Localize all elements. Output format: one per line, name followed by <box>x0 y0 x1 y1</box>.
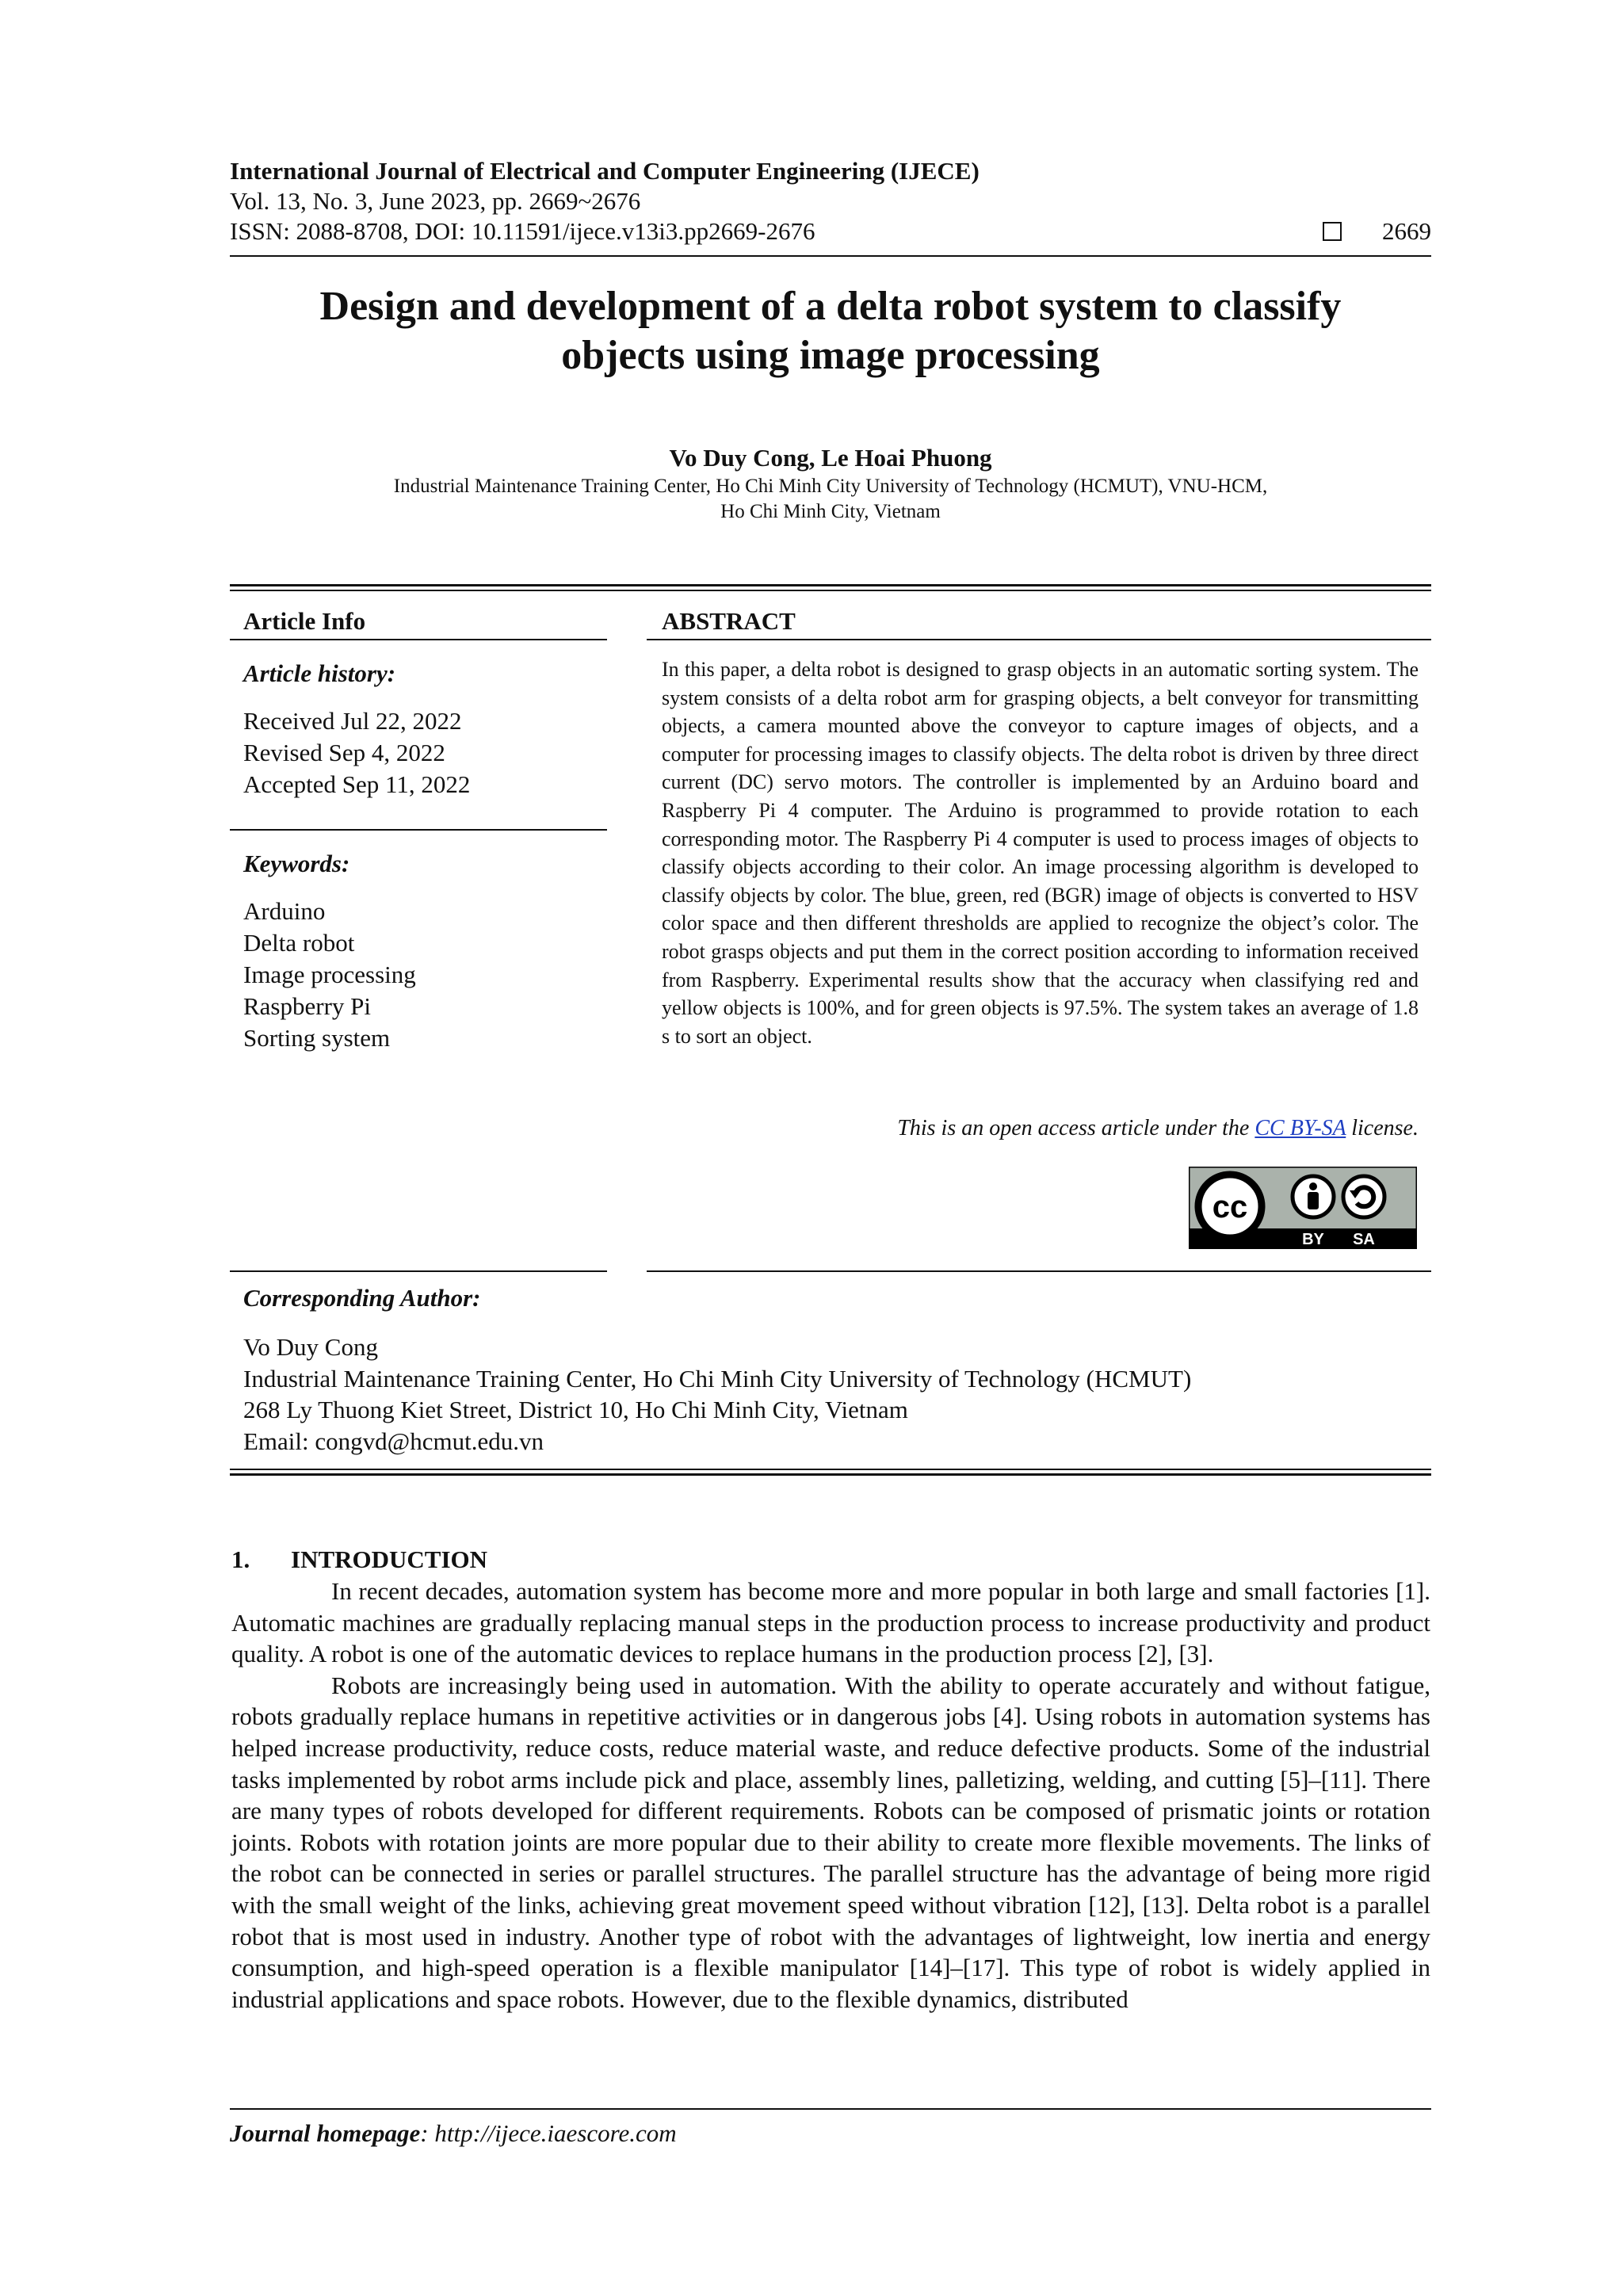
corresponding-author-details <box>243 1331 1191 1457</box>
info-rule-top-2 <box>230 590 1431 591</box>
journal-homepage-footer <box>230 2119 677 2148</box>
history-revised: Revised Sep 4, 2022 <box>243 739 445 766</box>
abstract-bottom-rule <box>647 1270 1431 1272</box>
article-history-heading: Article history: <box>243 659 396 687</box>
checkbox-square-icon <box>1323 222 1342 241</box>
history-received: Received Jul 22, 2022 <box>243 707 462 735</box>
badge-sa-label: SA <box>1353 1231 1375 1248</box>
history-rule <box>230 829 607 831</box>
cc-letters: cc <box>1212 1190 1248 1224</box>
paper-title <box>230 282 1431 380</box>
title-line-2: objects using image processing <box>561 333 1100 378</box>
article-history-list <box>243 705 470 800</box>
info-rule-top-1 <box>230 584 1431 586</box>
cc-by-sa-link[interactable]: CC BY-SA <box>1254 1116 1346 1140</box>
keyword-item: Raspberry Pi <box>243 992 372 1020</box>
header-rule <box>230 255 1431 257</box>
footer-sep: : <box>420 2119 435 2147</box>
page-number: 2669 <box>1382 217 1431 245</box>
license-prefix: This is an open access article under the <box>897 1116 1255 1140</box>
badge-by-label: BY <box>1302 1231 1324 1248</box>
section-title: INTRODUCTION <box>291 1545 488 1573</box>
intro-paragraph-1: In recent decades, automation system has become more and more popular in both large and small factories [1]. Automatic machines are gradually replacing manual steps in the production process to increase productivity and product quality. A robot is one of the automatic devices to replace humans in the production process [2], [3]. <box>231 1577 1430 1668</box>
journal-title: International Journal of Electrical and Computer Engineering (IJECE) <box>230 157 980 185</box>
affiliation-line-2: Ho Chi Minh City, Vietnam <box>720 501 941 522</box>
authors: Vo Duy Cong, Le Hoai Phuong <box>669 444 992 472</box>
title-line-1: Design and development of a delta robot system to classify <box>319 284 1342 329</box>
footer-rule <box>230 2108 1431 2110</box>
by-person-head <box>1309 1182 1317 1190</box>
sa-share-alike-icon <box>1343 1176 1384 1217</box>
journal-volume: Vol. 13, No. 3, June 2023, pp. 2669~2676 <box>230 187 641 215</box>
corresponding-author-heading: Corresponding Author: <box>243 1284 481 1312</box>
abstract-rule <box>647 639 1431 640</box>
by-person-body <box>1308 1192 1319 1209</box>
intro-paragraph-2: Robots are increasingly being used in automation. With the ability to operate accurately and without fatigue, robots gradually replace humans in repetitive activities or in dangerous jobs [4]. Using robots in automation systems has helped increase productivity, reduce costs, reduce material waste, and reduce defective products. Some of the industrial tasks implemented by robot arms include pick and place, assembly lines, palletizing, welding, and cutting [5]–[11]. There are many types of robots developed for different requirements. Robots can be composed of prismatic joints or rotation joints. Robots with rotation joints are more popular due to their ability to create more flexible movements. The links of the robot can be connected in series or parallel structures. The parallel structure has the advantage of being more rigid with the small weight of the links, achieving great movement speed without vibration [12], [13]. Delta robot is a parallel robot that is most used in industry. Another type of robot with the advantages of lightweight, low inertia and energy consumption, and high-speed operation is a flexible manipulator [14]–[17]. This type of robot is widely applied in industrial applications and space robots. However, due to the flexible dynamics, distributed <box>231 1671 1430 2013</box>
journal-issn-doi: ISSN: 2088-8708, DOI: 10.11591/ijece.v13i3.pp2669-2676 <box>230 217 815 245</box>
keywords-list <box>243 896 416 1054</box>
keywords-heading: Keywords: <box>243 850 350 877</box>
history-accepted: Accepted Sep 11, 2022 <box>243 770 471 798</box>
keyword-item: Arduino <box>243 897 326 925</box>
introduction-heading <box>231 1545 487 1574</box>
affiliation <box>230 474 1431 525</box>
abstract-heading: ABSTRACT <box>662 607 796 635</box>
corresponding-name: Vo Duy Cong <box>243 1333 378 1361</box>
corresponding-address: 268 Ly Thuong Kiet Street, District 10, Ho Chi Minh City, Vietnam <box>243 1396 908 1423</box>
info-rule-bottom-2 <box>230 1473 1431 1476</box>
corresponding-org: Industrial Maintenance Training Center, Ho Chi Minh City University of Technology (HCMUT) <box>243 1364 1192 1392</box>
keywords-rule <box>230 1270 607 1272</box>
cc-by-sa-badge-icon[interactable] <box>1189 1167 1417 1249</box>
keyword-item: Delta robot <box>243 929 355 957</box>
keyword-item: Image processing <box>243 961 416 988</box>
affiliation-line-1: Industrial Maintenance Training Center, Ho Chi Minh City University of Technology (HCMUT), VNU-HCM, <box>393 476 1268 497</box>
keyword-item: Sorting system <box>243 1024 391 1052</box>
info-rule-bottom-1 <box>230 1469 1431 1470</box>
article-info-heading: Article Info <box>243 607 366 635</box>
license-suffix: license. <box>1346 1116 1419 1140</box>
corresponding-email[interactable]: Email: congvd@hcmut.edu.vn <box>243 1427 544 1455</box>
abstract-text: In this paper, a delta robot is designed to grasp objects in an automatic sorting system. The system consists of a delta robot arm for grasping objects, a belt conveyor for transmitting objects, a camera mounted above the conveyor to capture images of objects, and a computer for processing images to classify objects. The delta robot is driven by three direct current (DC) servo motors. The controller is implemented by an Arduino board and Raspberry Pi 4 computer. The Arduino is programmed to provide rotation to each corresponding motor. The Raspberry Pi 4 computer is used to process images of objects to classify objects according to their color. An image processing algorithm is developed to classify objects by color. The blue, green, red (BGR) image of objects is converted to HSV color space and then different thresholds are applied to recognize the object’s color. The robot grasps objects and put them in the correct position according to information received from Raspberry. Experimental results show that the accuracy when classifying red and yellow objects is 100%, and for green objects is 97.5%. The system takes an average of 1.8 s to sort an object. <box>662 658 1419 1048</box>
introduction-body <box>231 1576 1430 2015</box>
license-statement <box>897 1116 1419 1141</box>
article-info-rule <box>230 639 607 640</box>
section-number: 1. <box>231 1545 250 1573</box>
footer-label: Journal homepage <box>230 2119 421 2147</box>
journal-homepage-link[interactable]: http://ijece.iaescore.com <box>434 2119 677 2147</box>
